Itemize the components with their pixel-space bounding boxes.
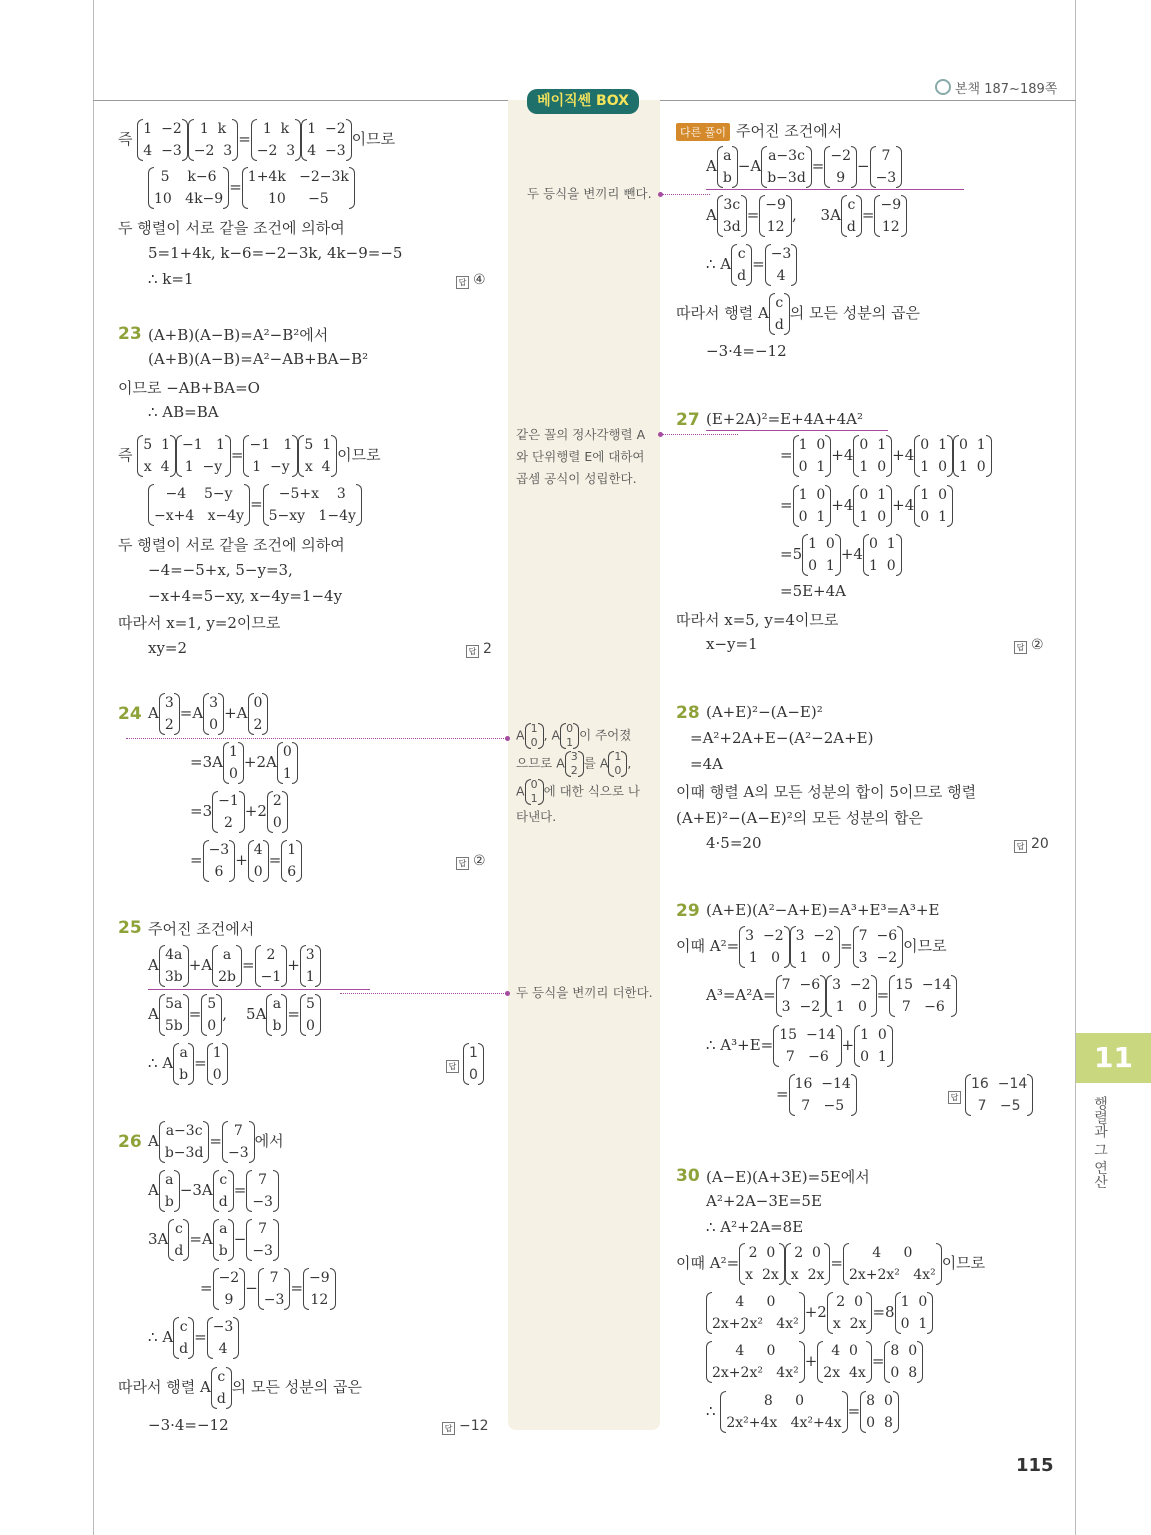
box-note: 두 등식을 변끼리 더한다.	[516, 985, 653, 1000]
math-line: 5 k−6 10 4k−9 = 1+4k −2−3k 10 −5	[148, 166, 355, 210]
problem-number: 25	[118, 918, 142, 938]
connector-dot	[505, 991, 510, 996]
math-line: 따라서 행렬 A c d 의 모든 성분의 곱은	[118, 1366, 362, 1410]
problem-number: 29	[676, 901, 700, 921]
text-line: 5=1+4k, k−6=−2−3k, 4k−9=−5	[148, 244, 403, 262]
math-line: 즉 1 −2 4 −3 1 k −2 3 = 1 k −2 3 1 −2 4 −3 이므로	[118, 118, 395, 162]
box-title: 베이직쎈 BOX	[527, 89, 639, 114]
answer-23: 답 2	[466, 641, 492, 658]
answer-icon: 답	[456, 857, 469, 870]
connector-dot	[658, 432, 663, 437]
text-line: (A+E)²−(A−E)²의 모든 성분의 합은	[676, 809, 923, 827]
text-line: (E+2A)²=E+4A+4A²	[706, 410, 864, 428]
problem-number: 30	[676, 1166, 700, 1186]
text-line: 따라서 x=1, y=2이므로	[118, 614, 281, 632]
math-line: =3A 1 0 +2A 0 1	[190, 741, 298, 785]
problem-number: 26	[118, 1132, 142, 1152]
math-line: A 4a 3b +A a 2b = 2 −1 + 3 1	[148, 944, 321, 988]
connector	[126, 738, 508, 739]
math-line: = −2 9 − 7 −3 = −9 12	[200, 1267, 336, 1311]
text-line: −3·4=−12	[706, 342, 787, 360]
text-line: =A²+2A+E−(A²−2A+E)	[690, 729, 874, 747]
text-line: 다른 풀이 주어진 조건에서	[676, 120, 842, 141]
text-line: 두 행렬이 서로 같을 조건에 의하여	[118, 536, 345, 554]
answer-icon: 답	[1014, 641, 1027, 654]
math-line: A³=A²A= 7 −6 3 −2 3 −2 1 0 = 15 −14 7 −6	[706, 974, 957, 1018]
math-line: =5 1 0 0 1 +4 0 1 1 0	[780, 533, 902, 577]
text-line: 이때 행렬 A의 모든 성분의 합이 5이므로 행렬	[676, 783, 977, 801]
math-line: A 3 2 =A 3 0 +A 0 2	[148, 692, 268, 736]
reference-text: 본책 187~189쪽	[955, 82, 1058, 97]
math-line: A a−3c b−3d = 7 −3 에서	[148, 1120, 284, 1164]
math-line: = 1 0 0 1 +4 0 1 1 0 +4 1 0 0 1	[780, 484, 953, 528]
math-line: =3 −1 2 +2 2 0	[190, 790, 288, 834]
answer-26: 답 −12	[442, 1418, 489, 1435]
math-line: ∴ A c d = −3 4	[706, 243, 797, 287]
answer-icon: 답	[456, 276, 469, 289]
chapter-title: 행렬과 그 연산	[1092, 1096, 1108, 1189]
text-line: (A+E)²−(A−E)²	[706, 703, 823, 721]
math-line: 이때 A²= 2 0 x 2x 2 0 x 2x = 4 0 2x+2x² 4x² 이므로	[676, 1242, 985, 1286]
text-line: A²+2A−3E=5E	[706, 1192, 822, 1210]
text-line: −3·4=−12	[148, 1416, 229, 1434]
text-line: 이므로 −AB+BA=O	[118, 379, 260, 397]
answer-24: 답 ②	[456, 853, 486, 870]
text-line: 따라서 x=5, y=4이므로	[676, 611, 839, 629]
answer-29: 답 16 −14 7 −5	[948, 1073, 1033, 1117]
text-line: (A−E)(A+3E)=5E에서	[706, 1168, 870, 1186]
math-line: 이때 A²= 3 −2 1 0 3 −2 1 0 = 7 −6 3 −2 이므로	[676, 925, 947, 969]
math-line: ∴ 8 0 2x²+4x 4x²+4x = 8 0 0 8	[706, 1390, 899, 1434]
book-reference	[935, 78, 1057, 97]
page-border-right	[1075, 0, 1076, 1535]
text-line: xy=2	[148, 639, 188, 657]
text-line: =4A	[690, 755, 723, 773]
math-line: 4 0 2x+2x² 4x² +2 2 0 x 2x =8 1 0 0 1	[706, 1291, 933, 1335]
text-line: 주어진 조건에서	[148, 920, 255, 938]
answer-icon: 답	[1014, 840, 1027, 853]
math-line: ∴ A a b = 1 0	[148, 1042, 228, 1086]
problem-number: 24	[118, 704, 142, 724]
math-line: A 3c 3d = −9 12 , 3A c d = −9 12	[706, 194, 907, 238]
chapter-tab: 11	[1076, 1033, 1151, 1083]
underline	[706, 189, 964, 190]
answer-icon: 답	[442, 1422, 455, 1435]
alt-solution-tag: 다른 풀이	[676, 123, 730, 141]
text-line: −x+4=5−xy, x−4y=1−4y	[148, 587, 343, 605]
math-line: A a b −A a−3c b−3d = −2 9 − 7 −3	[706, 145, 902, 189]
connector	[340, 993, 508, 994]
text-line: x−y=1	[706, 635, 758, 653]
text-line: 두 행렬이 서로 같을 조건에 의하여	[118, 219, 345, 237]
box-note: 두 등식을 변끼리 뺀다.	[527, 186, 652, 201]
problem-number: 28	[676, 703, 700, 723]
answer-27: 답 ②	[1014, 637, 1044, 654]
connector	[662, 434, 738, 435]
text-line: (A+E)(A²−A+E)=A³+E³=A³+E	[706, 901, 940, 919]
box-note: 같은 꼴의 정사각행렬 A와 단위행렬 E에 대하여 곱셈 공식이 성립한다.	[516, 427, 646, 486]
math-line: A 5a 5b = 5 0 , 5A a b = 5 0	[148, 993, 321, 1037]
connector-dot	[505, 736, 510, 741]
math-line: 4 0 2x+2x² 4x² + 4 0 2x 4x = 8 0 0 8	[706, 1340, 923, 1384]
math-line: = 16 −14 7 −5	[776, 1073, 857, 1117]
math-line: 3A c d =A a b − 7 −3	[148, 1218, 279, 1262]
math-line: 따라서 행렬 A c d 의 모든 성분의 곱은	[676, 292, 920, 336]
underline	[148, 989, 370, 990]
answer-25: 답 1 0	[446, 1042, 484, 1086]
connector	[662, 194, 710, 195]
math-line: = 1 0 0 1 +4 0 1 1 0 +4 0 1 1 0 0 1 1 0	[780, 434, 992, 478]
reference-icon	[935, 79, 951, 95]
text-line: =5E+4A	[780, 582, 847, 600]
text-line: −4=−5+x, 5−y=3,	[148, 561, 293, 579]
text-line: (A+B)(A−B)=A²−B²에서	[148, 326, 329, 344]
text-line: (A+B)(A−B)=A²−AB+BA−B²	[148, 350, 369, 368]
answer-icon: 답	[446, 1060, 459, 1073]
text-line: ∴ AB=BA	[148, 403, 219, 421]
underline	[706, 430, 888, 431]
box-note: A 1 0 , A 0 1 이 주어졌 으므로 A 3 2 를 A 1 0 , A 0 1 에 대한 식으로 나 타낸다.	[516, 722, 641, 824]
math-line: ∴ A³+E= 15 −14 7 −6 + 1 0 0 1	[706, 1024, 893, 1068]
problem-number: 23	[118, 324, 142, 344]
problem-number: 27	[676, 410, 700, 430]
math-line: = −3 6 + 4 0 = 1 6	[190, 839, 302, 883]
answer-icon: 답	[466, 645, 479, 658]
page-number: 115	[1016, 1455, 1054, 1476]
math-line: A a b −3A c d = 7 −3	[148, 1169, 279, 1213]
math-line: 즉 5 1 x 4 −1 1 1 −y = −1 1 1 −y 5 1 x 4 이므로	[118, 434, 381, 478]
text-line: ∴ k=1	[148, 270, 194, 288]
answer-22: 답 ④	[456, 272, 486, 289]
answer-icon: 답	[948, 1091, 961, 1104]
math-line: ∴ A c d = −3 4	[148, 1316, 239, 1360]
page-border-left	[93, 0, 94, 1535]
text-line: 4·5=20	[706, 834, 762, 852]
text-line: ∴ A²+2A=8E	[706, 1218, 804, 1236]
connector-dot	[658, 192, 663, 197]
answer-28: 답 20	[1014, 836, 1049, 853]
math-line: −4 5−y −x+4 x−4y = −5+x 3 5−xy 1−4y	[148, 483, 362, 527]
